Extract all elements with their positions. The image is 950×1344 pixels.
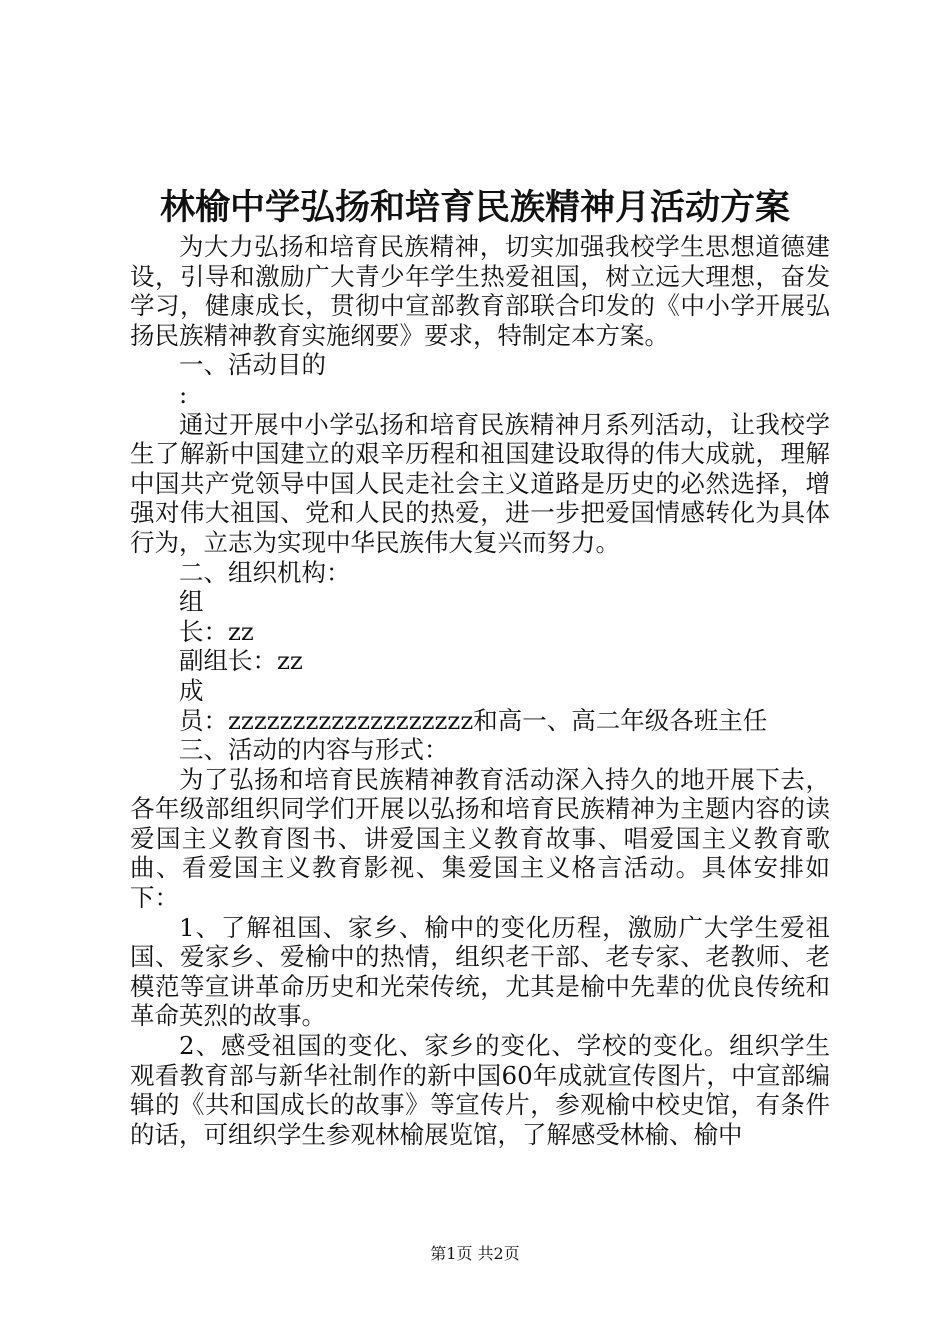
section3-heading: 三、活动的内容与形式： xyxy=(179,735,449,765)
section1-heading: 一、活动目的 xyxy=(179,350,326,380)
page-number-footer: 第1页 共2页 xyxy=(430,1244,520,1263)
org-leader-line-2: 长：zz xyxy=(179,616,254,646)
section1-colon: : xyxy=(179,379,188,409)
org-members-line-1: 成 xyxy=(179,675,204,705)
org-leader-line-1: 组 xyxy=(179,587,204,617)
document-body xyxy=(130,232,830,1149)
org-members-line-2: 员：zzzzzzzzzzzzzzzzzzz和高一、高二年级各班主任 xyxy=(179,705,768,735)
document-title: 林榆中学弘扬和培育民族精神月活动方案 xyxy=(159,187,790,228)
section1-paragraph: 通过开展中小学弘扬和培育民族精神月系列活动，让我校学生了解新中国建立的艰辛历程和祖国建设取得的伟大成就，理解中国共产党领导中国人民走社会主义道路是历史的必然选择，增强对伟大祖国、党和人民的热爱，进一步把爱国情感转化为具体行为，立志为实现中华民族伟大复兴而努力。 xyxy=(130,409,830,557)
intro-paragraph: 为大力弘扬和培育民族精神，切实加强我校学生思想道德建设，引导和激励广大青少年学生热爱祖国，树立远大理想，奋发学习，健康成长，贯彻中宣部教育部联合印发的《中小学开展弘扬民族精神教育实施纲要》要求，特制定本方案。 xyxy=(130,232,830,350)
list-item-1: 1、了解祖国、家乡、榆中的变化历程，激励广大学生爱祖国、爱家乡、爱榆中的热情，组织老干部、老专家、老教师、老模范等宣讲革命历史和光荣传统，尤其是榆中先辈的优良传统和革命英烈的故事。 xyxy=(130,912,830,1031)
list-item-2: 2、感受祖国的变化、家乡的变化、学校的变化。组织学生观看教育部与新华社制作的新中国60年成就宣传图片，中宣部编辑的《共和国成长的故事》等宣传片，参观榆中校史馆，有条件的话，可组织学生参观林榆展览馆，了解感受林榆、榆中 xyxy=(130,1031,830,1149)
org-deputy-line: 副组长：zz xyxy=(179,646,303,676)
section2-heading: 二、组织机构： xyxy=(179,557,351,587)
section3-paragraph: 为了弘扬和培育民族精神教育活动深入持久的地开展下去，各年级部组织同学们开展以弘扬和培育民族精神为主题内容的读爱国主义教育图书、讲爱国主义教育故事、唱爱国主义教育歌曲、看爱国主义教育影视、集爱国主义格言活动。具体安排如下： xyxy=(130,764,830,913)
